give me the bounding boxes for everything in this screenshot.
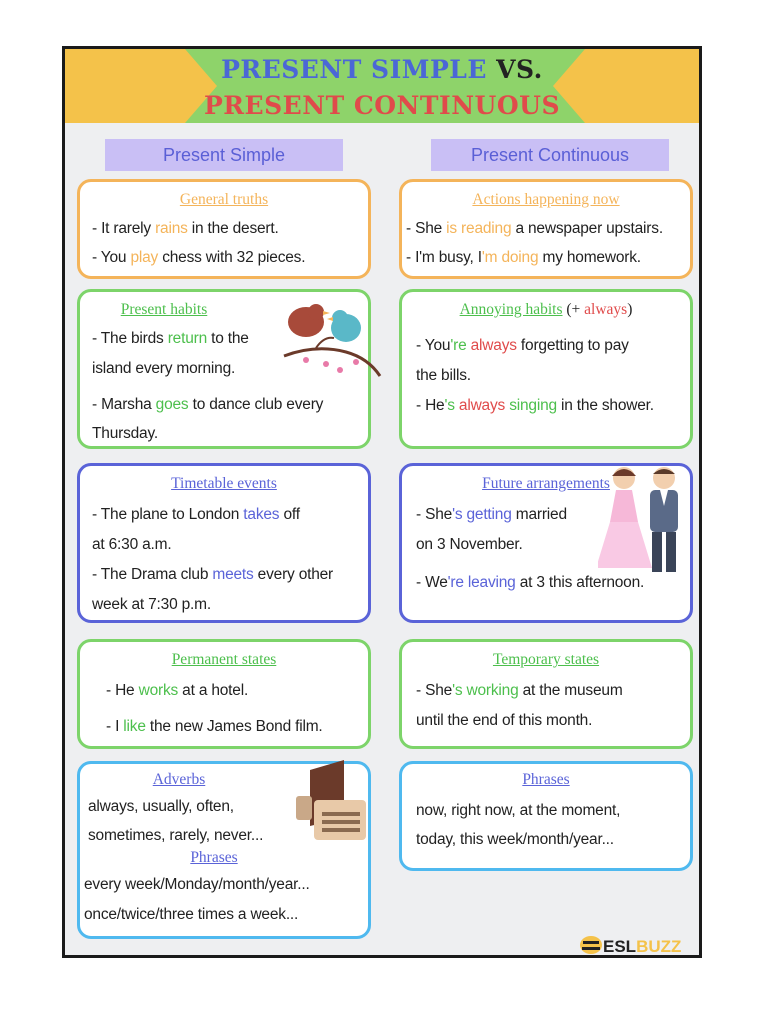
text: - He [416, 397, 445, 414]
box-temporary-states [399, 639, 693, 749]
adverb-line: sometimes, rarely, never... [88, 827, 264, 844]
text: at a hotel. [178, 682, 249, 699]
box-title-wrap [402, 301, 690, 319]
box-title: General truths [179, 191, 269, 208]
verb-highlight: 's [444, 397, 455, 414]
example-line [92, 249, 305, 267]
verb-highlight: play [130, 249, 159, 266]
adverb-highlight: always [466, 337, 517, 354]
adverb-highlight: always [454, 397, 506, 414]
text: - Marsha [92, 396, 156, 413]
phrase-line: now, right now, at the moment, [416, 802, 621, 819]
text: the new James Bond film. [145, 718, 323, 735]
verb-highlight: is reading [446, 220, 512, 237]
example-line [106, 718, 323, 736]
box-title: Permanent states [171, 651, 277, 668]
example-line [92, 396, 323, 414]
text: - He [106, 682, 139, 699]
example-line: week at 7:30 p.m. [92, 596, 211, 613]
text: at 3 this afternoon. [515, 574, 645, 591]
birds-illustration [276, 296, 386, 386]
verb-highlight: rains [155, 220, 188, 237]
example-line [416, 397, 654, 415]
text: forgetting to pay [516, 337, 629, 354]
text: - The plane to London [92, 506, 244, 523]
box-title: Adverbs [152, 771, 206, 788]
box-annoying-habits [399, 289, 693, 449]
text: - The birds [92, 330, 168, 347]
text: ) [627, 301, 633, 318]
verb-highlight: works [138, 682, 179, 699]
box-adverbs [77, 761, 371, 939]
text: at the museum [518, 682, 623, 699]
text: - You [92, 249, 131, 266]
verb-highlight: 'm doing [481, 249, 539, 266]
box-title: Future arrangements [482, 475, 610, 492]
poster-title-line1 [65, 55, 699, 84]
example-line: at 6:30 a.m. [92, 536, 172, 553]
text: - We [416, 574, 448, 591]
couple-illustration [598, 462, 688, 578]
grammar-poster [62, 46, 702, 958]
example-line [92, 330, 249, 348]
text: in the shower. [556, 397, 654, 414]
logo-esl: ESL [603, 937, 637, 956]
text: to the [207, 330, 249, 347]
text: my homework. [538, 249, 641, 266]
verb-highlight: 're [450, 337, 467, 354]
example-line [406, 220, 663, 238]
poster-title-line2: PRESENT CONTINUOUS [203, 91, 560, 120]
phrase-line: every week/Monday/month/year... [84, 876, 310, 893]
example-line [92, 506, 300, 524]
example-line [416, 682, 623, 700]
text: to dance club every [188, 396, 324, 413]
adverb-highlight: always [584, 301, 628, 318]
example-line [406, 249, 641, 267]
text: - I [106, 718, 124, 735]
example-line: island every morning. [92, 360, 236, 377]
title-present-simple: PRESENT SIMPLE [221, 55, 487, 84]
example-line [106, 682, 248, 700]
verb-highlight: takes [243, 506, 280, 523]
verb-highlight: like [123, 718, 146, 735]
phrases-subtitle: Phrases [190, 849, 238, 866]
text: - The Drama club [92, 566, 213, 583]
column-header-present-simple: Present Simple [105, 139, 343, 171]
box-title: Phrases [522, 771, 570, 788]
example-line: the bills. [416, 367, 471, 384]
text: off [279, 506, 300, 523]
box-future-arrangements [399, 463, 693, 623]
text: - She [416, 682, 453, 699]
box-title: Annoying habits [459, 301, 563, 318]
verb-highlight: return [167, 330, 208, 347]
box-title: Timetable events [171, 475, 277, 492]
verb-highlight: 're leaving [447, 574, 516, 591]
text: - It rarely [92, 220, 156, 237]
example-line [92, 220, 279, 238]
text: - She [406, 220, 447, 237]
box-permanent-states [77, 639, 371, 749]
phrase-line: today, this week/month/year... [416, 831, 614, 848]
title-banner [65, 49, 699, 123]
example-line: until the end of this month. [416, 712, 593, 729]
text: married [511, 506, 567, 523]
bee-logo-icon [579, 935, 603, 955]
example-line [416, 337, 629, 355]
text: a newspaper upstairs. [511, 220, 663, 237]
example-line [416, 506, 567, 524]
column-header-present-continuous: Present Continuous [431, 139, 669, 171]
text: - She [416, 506, 453, 523]
verb-highlight: meets [212, 566, 254, 583]
example-line: on 3 November. [416, 536, 523, 553]
box-title: Temporary states [492, 651, 600, 668]
text: chess with 32 pieces. [158, 249, 306, 266]
example-line [92, 566, 333, 584]
box-title: Actions happening now [472, 191, 620, 208]
box-title: Present habits [120, 301, 208, 318]
example-line: Thursday. [92, 425, 158, 442]
phrase-line: once/twice/three times a week... [84, 906, 299, 923]
text: (+ [562, 301, 585, 318]
box-general-truths [77, 179, 371, 279]
adverb-line: always, usually, often, [88, 798, 234, 815]
text: in the desert. [187, 220, 279, 237]
text: - I'm busy, I [406, 249, 482, 266]
box-phrases [399, 761, 693, 871]
verb-highlight: 's working [452, 682, 519, 699]
box-present-habits [77, 289, 371, 449]
eslbuzz-logo [579, 935, 681, 957]
text: - You [416, 337, 451, 354]
title-vs: VS. [496, 55, 543, 84]
box-timetable-events [77, 463, 371, 623]
verb-highlight: goes [155, 396, 189, 413]
box-actions-happening-now [399, 179, 693, 279]
verb-highlight: 's getting [452, 506, 512, 523]
text: every other [253, 566, 334, 583]
logo-buzz: BUZZ [636, 937, 682, 956]
verb-highlight: singing [505, 397, 557, 414]
typewriter-illustration [296, 760, 370, 846]
